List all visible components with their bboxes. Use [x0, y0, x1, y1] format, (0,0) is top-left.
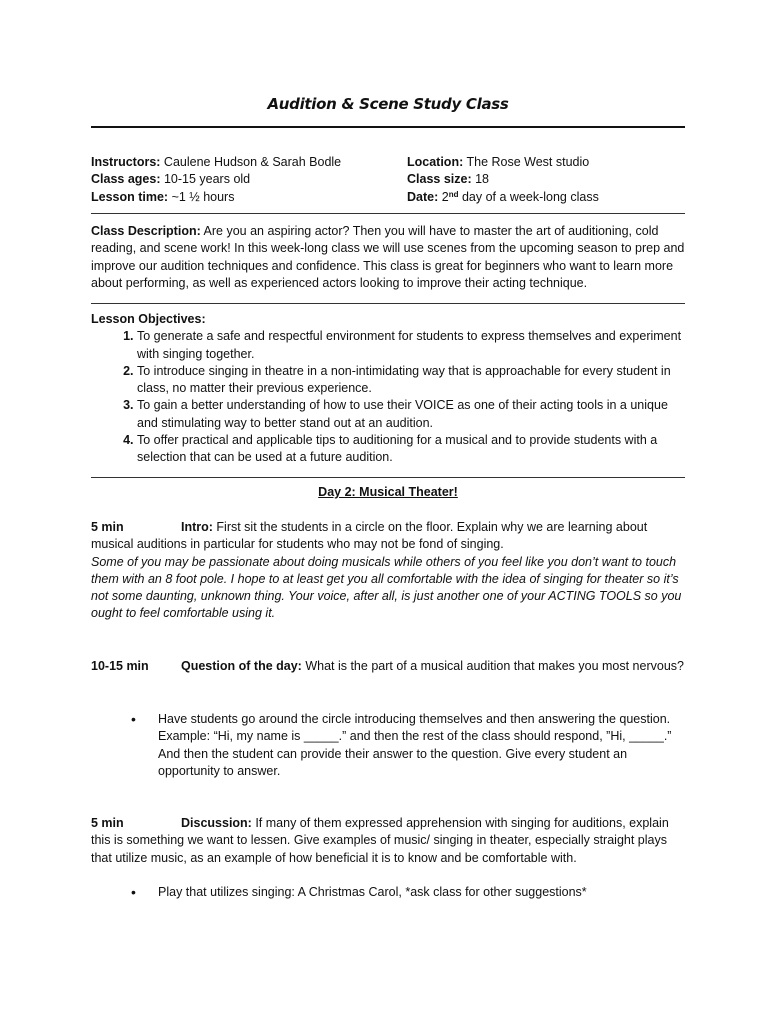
segment-time: 5 min — [91, 520, 124, 534]
list-item: • Have students go around the circle introducing themselves and then answering the question. Example: “Hi, my name is _____.” and then the rest of the class should respond, ”Hi, _____.” And then the student can provide their answer to the question. Give every student an opportunity to answer. — [91, 711, 685, 780]
date-field: Date: 2nd day of a week-long class — [407, 189, 599, 204]
day-heading: Day 2: Musical Theater! — [318, 485, 458, 499]
segment-intro: 5 min Intro: First sit the students in a circle on the floor. Explain why we are learning about musical auditions in particular for students who may not be fond of singing. Some of you may be passionate about doing musicals while others of you feel like you don’t want to touch them with an 8 foot pole. I hope to at least get you all comfortable with the idea of singing for theater so it’s not some daunting, unknown thing. Your voice, after all, is just another one of your ACTING TOOLS so you ought to feel comfortable using it. — [91, 519, 685, 623]
objectives-heading: Lesson Objectives: — [91, 312, 206, 326]
class-info — [91, 154, 685, 206]
bullet-icon: • — [131, 884, 136, 900]
class-size-field: Class size: 18 — [407, 172, 490, 187]
question-bullet — [91, 711, 685, 780]
segment-discussion: 5 min Discussion: If many of them expressed apprehension with singing for auditions, explain this is something we want to lessen. Give examples of music/ singing in theater, especially straight plays that utilize music, as an example of how beneficial it is to know and be comfortable with. — [91, 816, 669, 865]
info-row-2 — [91, 171, 685, 188]
lesson-objectives — [91, 311, 685, 467]
objective-item: 4. To offer practical and applicable tips to auditioning for a musical and to provide students with a selection that can be used at a future audition. — [137, 432, 685, 467]
objective-item: 3. To gain a better understanding of how to use their VOICE as one of their acting tools in a unique and stimulating way to better stand out at an audition. — [137, 397, 685, 432]
info-row-1 — [91, 154, 685, 171]
instructors-field: Instructors: Caulene Hudson & Sarah Bodle — [91, 155, 342, 169]
section-divider — [91, 303, 685, 304]
discussion-bullet — [91, 884, 685, 901]
segment-time: 10-15 min — [91, 659, 149, 673]
bullet-icon: • — [131, 711, 136, 727]
location-field: Location: The Rose West studio — [407, 155, 590, 169]
section-divider — [91, 477, 685, 478]
title-divider — [91, 126, 685, 128]
section-divider — [91, 213, 685, 214]
page-title: Audition & Scene Study Class — [267, 95, 509, 113]
intro-script: Some of you may be passionate about doing musicals while others of you feel like you don’t want to touch them with an 8 foot pole. I hope to at least get you all comfortable with the idea of singing for theater so it’s not some daunting, unknown thing. Your voice, after all, is just another one of your ACTING TOOLS so you ought to feel comfortable using it. — [91, 554, 682, 621]
segment-question: 10-15 min Question of the day: What is the part of a musical audition that makes you most nervous? — [91, 658, 685, 675]
objective-item: 2. To introduce singing in theatre in a non-intimidating way that is approachable for every student in class, no matter their previous experience. — [137, 363, 685, 398]
objective-item: 1. To generate a safe and respectful environment for students to express themselves and experiment with singing together. — [137, 328, 685, 363]
class-ages-field: Class ages: 10-15 years old — [91, 172, 251, 187]
segment-time: 5 min — [91, 816, 124, 830]
info-row-3 — [91, 189, 685, 206]
list-item: • Play that utilizes singing: A Christmas Carol, *ask class for other suggestions* — [131, 884, 587, 900]
lesson-time-field: Lesson time: ~1 ½ hours — [91, 189, 235, 204]
objectives-list — [91, 328, 685, 466]
class-description: Class Description: Are you an aspiring actor? Then you will have to master the art of auditioning, cold reading, and scene work! In this week-long class we will use scenes from the upcoming season to prep and improve our audition techniques and confidence. This class is great for beginners who want to learn more about performing, as well as experienced actors looking to improve their acting technique. — [91, 224, 685, 290]
